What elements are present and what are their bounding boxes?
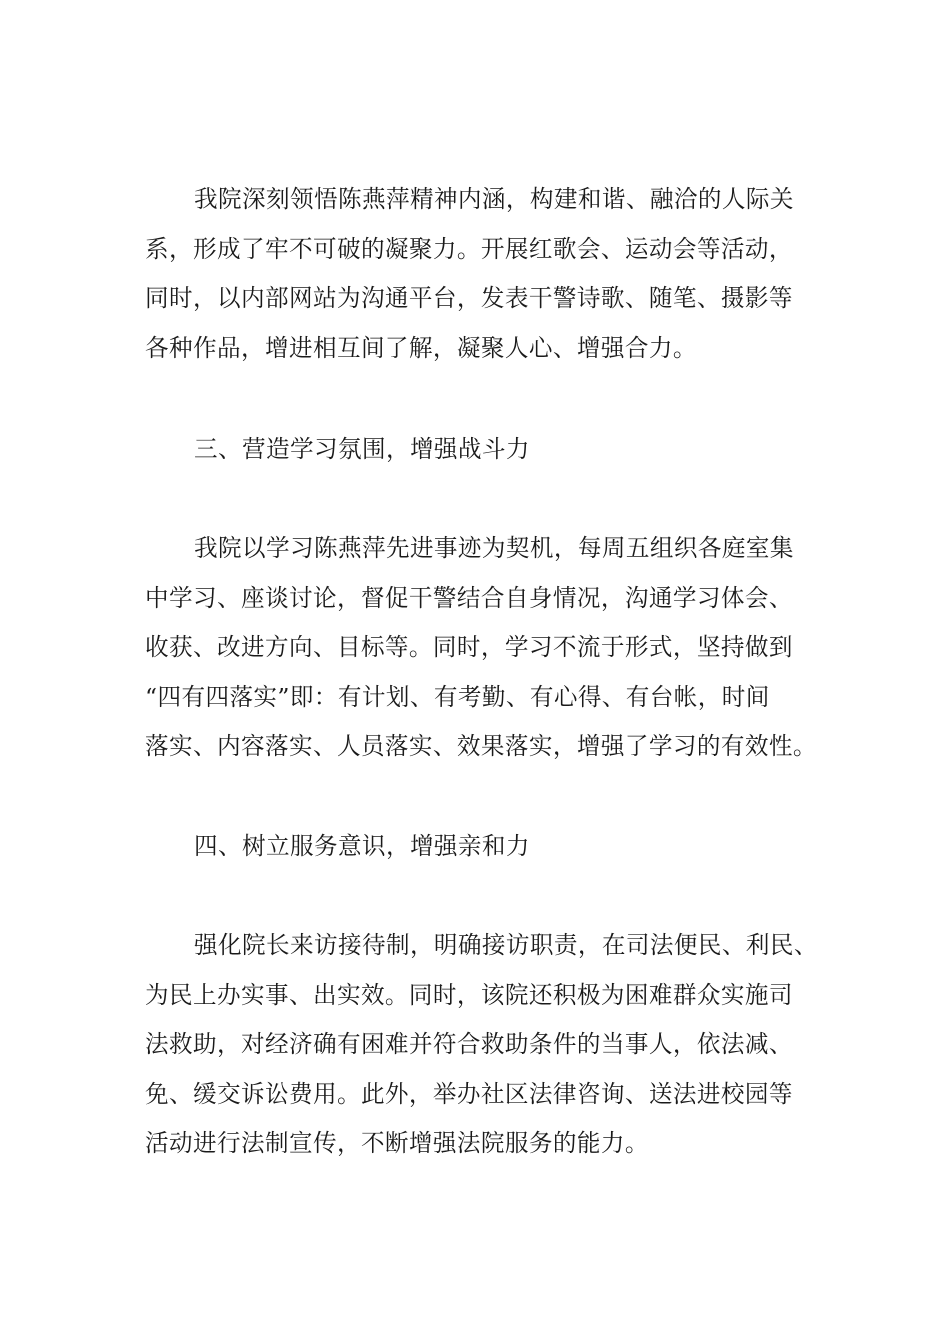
paragraph-service-awareness: [145, 921, 825, 1169]
paragraph-line: 为民上办实事、出实效。同时，该院还积极为困难群众实施司: [145, 980, 793, 1009]
section-heading-3: [145, 425, 825, 475]
section-heading-4: [145, 822, 825, 872]
paragraph-interpersonal-relations: [145, 175, 825, 373]
paragraph-line: 各种作品，增进相互间了解，凝聚人心、增强合力。: [145, 333, 697, 362]
paragraph-line: 我院深刻领悟陈燕萍精神内涵，构建和谐、融洽的人际关: [194, 185, 794, 213]
paragraph-line: 同时，以内部网站为沟通平台，发表干警诗歌、随笔、摄影等: [145, 284, 793, 312]
paragraph-line: 法救助，对经济确有困难并符合救助条件的当事人，依法减、: [145, 1030, 793, 1058]
paragraph-learning-atmosphere: [145, 524, 825, 772]
paragraph-line: 我院以学习陈燕萍先进事迹为契机，每周五组织各庭室集: [194, 534, 794, 562]
paragraph-line: 强化院长来访接待制，明确接访职责，在司法便民、利民、: [194, 931, 818, 959]
paragraph-line: 活动进行法制宣传，不断增强法院服务的能力。: [145, 1129, 649, 1157]
paragraph-line: 落实、内容落实、人员落实、效果落实，增强了学习的有效性。: [145, 732, 817, 760]
paragraph-line: 免、缓交诉讼费用。此外，举办社区法律咨询、送法进校园等: [145, 1079, 793, 1108]
paragraph-line: 收获、改进方向、目标等。同时，学习不流于形式，坚持做到: [145, 633, 793, 661]
paragraph-line: 系，形成了牢不可破的凝聚力。开展红歌会、运动会等活动，: [145, 234, 793, 263]
heading-line: 三、营造学习氛围，增强战斗力: [194, 435, 530, 463]
paragraph-line: “四有四落实”即：有计划、有考勤、有心得、有台帐，时间: [145, 682, 770, 711]
paragraph-line: 中学习、座谈讨论，督促干警结合自身情况，沟通学习体会、: [145, 583, 793, 612]
heading-line: 四、树立服务意识，增强亲和力: [194, 832, 530, 860]
